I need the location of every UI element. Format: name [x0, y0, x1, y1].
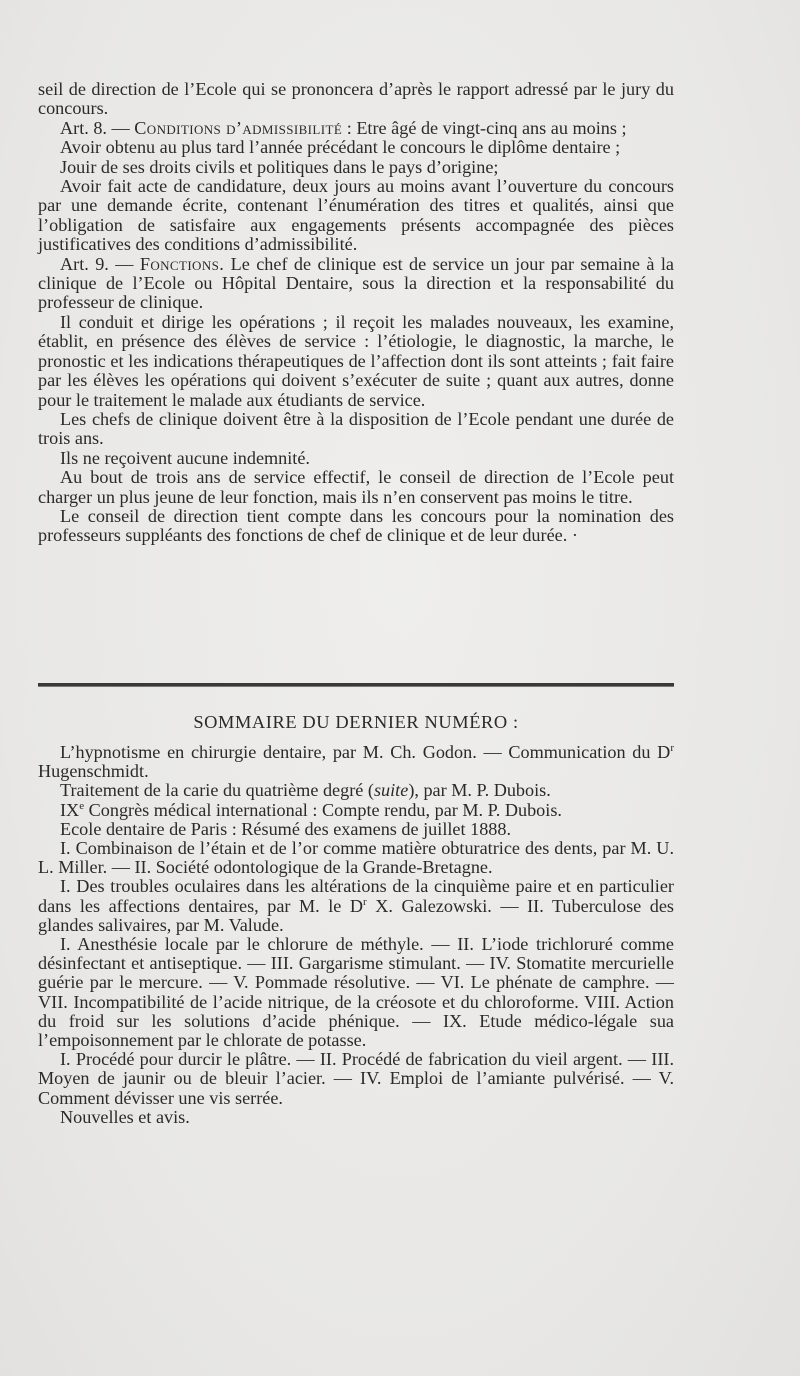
- summary-item: I. Procédé pour durcir le plâtre. — II. Procédé de fabrication du vieil argent. — III. Moyen de jaunir ou de bleuir l’acier. — IV. Emploi de l’amiante pulvérisé. — V. Comment dévisser une vis serrée.: [38, 1049, 674, 1108]
- summary-item: L’hypnotisme en chirurgie dentaire, par M. Ch. Godon. — Communication du $D^r$ Hugenschmidt.: [38, 741, 674, 782]
- paragraph: Le conseil de direction tient compte dans les concours pour la nomination des professeurs suppléants des fonctions de chef de clinique et de leur durée. ·: [38, 505, 674, 546]
- summary-list: [38, 743, 674, 1127]
- article-8: [38, 119, 674, 138]
- paragraph: Avoir obtenu au plus tard l’année précédant le concours le diplôme dentaire ;: [60, 137, 621, 158]
- paragraph: Jouir de ses droits civils et politiques dans le pays d’origine;: [60, 156, 499, 177]
- summary-item: I. Des troubles oculaires dans les altérations de la cinquième paire et en particulier dans les affections dentaires, par M. le $D^r$ X. Galezowski. — II. Tuberculose des glandes salivaires, par M. Valude.: [38, 876, 674, 935]
- article-body: [38, 80, 674, 546]
- paragraph: Au bout de trois ans de service effectif, le conseil de direction de l’Ecole peut charger un plus jeune de leur fonction, mais ils n’en conservent pas moins le titre.: [38, 467, 674, 507]
- article-text: Le chef de clinique est de service un jour par semaine à la clinique de l’Ecole ou Hôpital Dentaire, sous la direction et la responsabilité du professeur de clinique.: [38, 253, 675, 313]
- summary-item: IXe Congrès médical international : Compte rendu, par M. P. Dubois.: [60, 799, 562, 820]
- section-divider: [38, 683, 674, 686]
- summary-item: Nouvelles et avis.: [60, 1106, 190, 1127]
- summary-item: I. Anesthésie locale par le chlorure de méthyle. — II. L’iode trichloruré comme désinfectant et antiseptique. — III. Gargarisme stimulant. — IV. Stomatite mercurielle guérie par le mercure. — V. Pommade résolutive. — VI. Le phénate de camphre. — VII. Incompatibilité de l’acide nitrique, de la créosote et du chloroforme. VIII. Action du froid sur les solutions d’acide phénique. — IX. Etude médico-légale sua l’empoisonnement par le chlorate de potasse.: [38, 934, 674, 1051]
- summary-item: I. Combinaison de l’étain et de l’or comme matière obturatrice des dents, par M. U. L. Miller. — II. Société odontologique de la Grande-Bretagne.: [38, 838, 674, 878]
- paragraph: seil de direction de l’Ecole qui se prononcera d’après le rapport adressé par le jury du concours.: [38, 79, 674, 119]
- article-text: : Etre âgé de vingt-cinq ans au moins ;: [342, 117, 627, 138]
- article-number: Art. 8. —: [60, 117, 130, 138]
- paragraph: Avoir fait acte de candidature, deux jours au moins avant l’ouverture du concours par une demande écrite, contenant l’énumération des titres et qualités, ainsi que l’obligation de satisfaire aux engagements présents accompagnée des pièces justificatives des conditions d’admissibilité.: [38, 176, 674, 255]
- article-number: Art. 9. —: [60, 253, 134, 274]
- summary-item: Ecole dentaire de Paris : Résumé des examens de juillet 1888.: [60, 818, 512, 839]
- article-9: [38, 255, 674, 313]
- paragraph: Ils ne reçoivent aucune indemnité.: [60, 447, 310, 468]
- article-heading: Conditions d’admissibilité: [134, 117, 343, 138]
- paragraph: Les chefs de clinique doivent être à la disposition de l’Ecole pendant une durée de trois ans.: [38, 408, 674, 449]
- article-heading: Fonctions.: [139, 253, 225, 274]
- summary-item: Traitement de la carie du quatrième degré (suite), par M. P. Dubois.: [60, 780, 551, 801]
- summary-title: SOMMAIRE DU DERNIER NUMÉRO :: [193, 712, 519, 732]
- paragraph: Il conduit et dirige les opérations ; il reçoit les malades nouveaux, les examine, établit, en présence des élèves de service : l’étiologie, le diagnostic, la marche, le pronostic et les indications thérapeutiques de l’affection dont ils sont atteints ; fait faire par les élèves les opérations qui doivent s’exécuter de suite ; quant aux autres, donne pour le traitement le malade aux étudiants de service.: [38, 311, 674, 410]
